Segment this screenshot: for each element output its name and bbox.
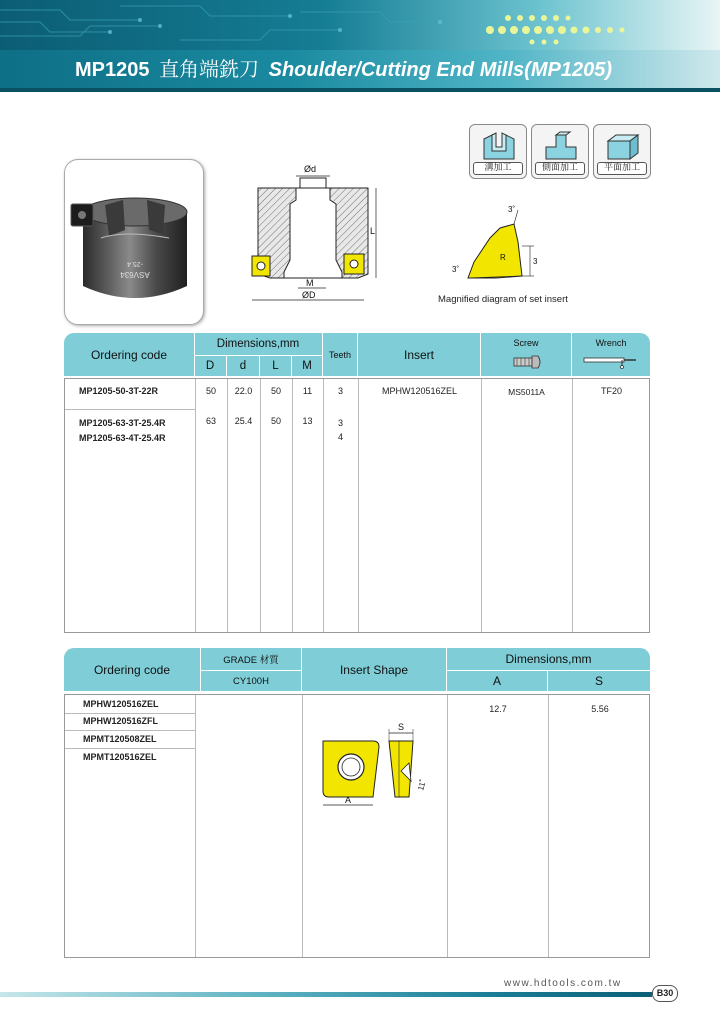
photo-engraving-2: -25.4 xyxy=(127,260,143,267)
radius-label: R xyxy=(500,253,506,262)
operation-icons xyxy=(469,124,651,179)
decorative-dots-icon xyxy=(470,8,720,48)
table-cell-L: 50 xyxy=(270,416,281,426)
insert-table xyxy=(64,648,650,958)
table-cell-d: 22.0 xyxy=(234,386,253,396)
face-milling-icon xyxy=(604,129,642,161)
col-grade-cy100h: CY100H xyxy=(233,675,269,687)
table-cell-S: 5.56 xyxy=(591,704,609,714)
col-D: D xyxy=(205,360,215,372)
dim-3: 3 xyxy=(533,257,538,266)
angle-top: 3˚ xyxy=(508,205,516,214)
table-row-code: MPMT120516ZEL xyxy=(83,752,157,762)
table-cell-screw: MS5011A xyxy=(508,387,545,397)
dim-m: M xyxy=(306,278,314,288)
table-cell-A: 12.7 xyxy=(489,704,507,714)
table2-header xyxy=(64,648,650,691)
operation-face xyxy=(593,124,651,179)
shape-label-s: S xyxy=(398,722,405,732)
col-dimensions: Dimensions,mm xyxy=(216,338,300,350)
operation-slot xyxy=(469,124,527,179)
col-wrench: Wrench xyxy=(595,338,627,348)
wrench-icon xyxy=(582,353,638,369)
col-insert: Insert xyxy=(403,347,434,362)
table-row-code: MP1205-63-4T-25.4R xyxy=(79,433,166,443)
circuit-pattern-icon xyxy=(0,0,460,50)
col-teeth: Teeth xyxy=(328,349,352,360)
table-cell-D: 63 xyxy=(205,416,216,426)
col-ordering-code: Ordering code xyxy=(93,662,171,677)
table-cell-d: 25.4 xyxy=(234,416,253,426)
magnified-insert-diagram xyxy=(430,200,550,290)
header-banner xyxy=(0,0,720,92)
operation-label: 側面加工 xyxy=(535,162,585,175)
table-cell-teeth: 3 xyxy=(337,418,343,428)
photo-engraving: ASV634 xyxy=(120,270,150,279)
col-dimensions: Dimensions,mm xyxy=(505,652,592,666)
end-mill-table xyxy=(64,333,650,633)
table-cell-M: 11 xyxy=(302,386,313,396)
col-ordering-code: Ordering code xyxy=(90,347,168,362)
dim-d-big: ØD xyxy=(302,290,316,300)
title-english: Shoulder/Cutting End Mills(MP1205) xyxy=(268,59,612,81)
dim-l: L xyxy=(370,226,376,236)
col-L: L xyxy=(272,360,279,372)
col-d: d xyxy=(239,360,247,372)
table-row-code: MP1205-50-3T-22R xyxy=(79,386,159,396)
operation-label: 平面加工 xyxy=(597,162,647,175)
col-insert-shape: Insert Shape xyxy=(339,662,409,677)
table-cell-teeth: 4 xyxy=(337,432,343,442)
footer-bar xyxy=(0,992,652,997)
table1-header xyxy=(64,333,650,376)
cross-section-drawing xyxy=(240,160,390,310)
operation-side xyxy=(531,124,589,179)
table-cell-teeth: 3 xyxy=(337,386,343,396)
product-photo xyxy=(64,159,204,325)
table1-body xyxy=(64,378,650,633)
banner-stripe xyxy=(0,88,720,92)
table-cell-wrench: TF20 xyxy=(600,386,622,396)
table-cell-M: 13 xyxy=(302,416,313,426)
footer-url: www.hdtools.com.tw xyxy=(504,978,622,989)
table-cell-D: 50 xyxy=(205,386,216,396)
table-cell-insert: MPHW120516ZEL xyxy=(381,386,458,396)
shape-label-angle: 11˚ xyxy=(416,778,428,792)
title-chinese: 直角端銑刀 xyxy=(159,57,260,81)
col-grade: GRADE 材質 xyxy=(223,655,279,666)
page-title xyxy=(75,53,612,82)
table2-body xyxy=(64,694,650,958)
table-row-code: MPMT120508ZEL xyxy=(83,734,157,744)
table-row-code: MPHW120516ZEL xyxy=(83,699,159,709)
table-row-code: MP1205-63-3T-25.4R xyxy=(79,418,166,428)
table-cell-L: 50 xyxy=(270,386,281,396)
col-M: M xyxy=(302,360,312,372)
side-milling-icon xyxy=(542,129,580,161)
slot-milling-icon xyxy=(480,129,518,161)
page-number: B30 xyxy=(652,985,678,1002)
col-S: S xyxy=(594,674,603,688)
insert-shape-diagram xyxy=(315,711,445,811)
angle-left: 3˚ xyxy=(452,265,460,274)
table-row-code: MPHW120516ZFL xyxy=(83,716,159,726)
col-screw: Screw xyxy=(513,338,539,348)
model-code: MP1205 xyxy=(75,59,150,81)
col-A: A xyxy=(492,674,501,688)
screw-icon xyxy=(513,355,543,369)
end-mill-photo-icon xyxy=(65,160,204,325)
magnified-caption: Magnified diagram of set insert xyxy=(438,294,568,305)
shape-label-a: A xyxy=(345,795,352,805)
operation-label: 溝加工 xyxy=(473,162,523,175)
dim-d-small: Ød xyxy=(304,164,317,174)
